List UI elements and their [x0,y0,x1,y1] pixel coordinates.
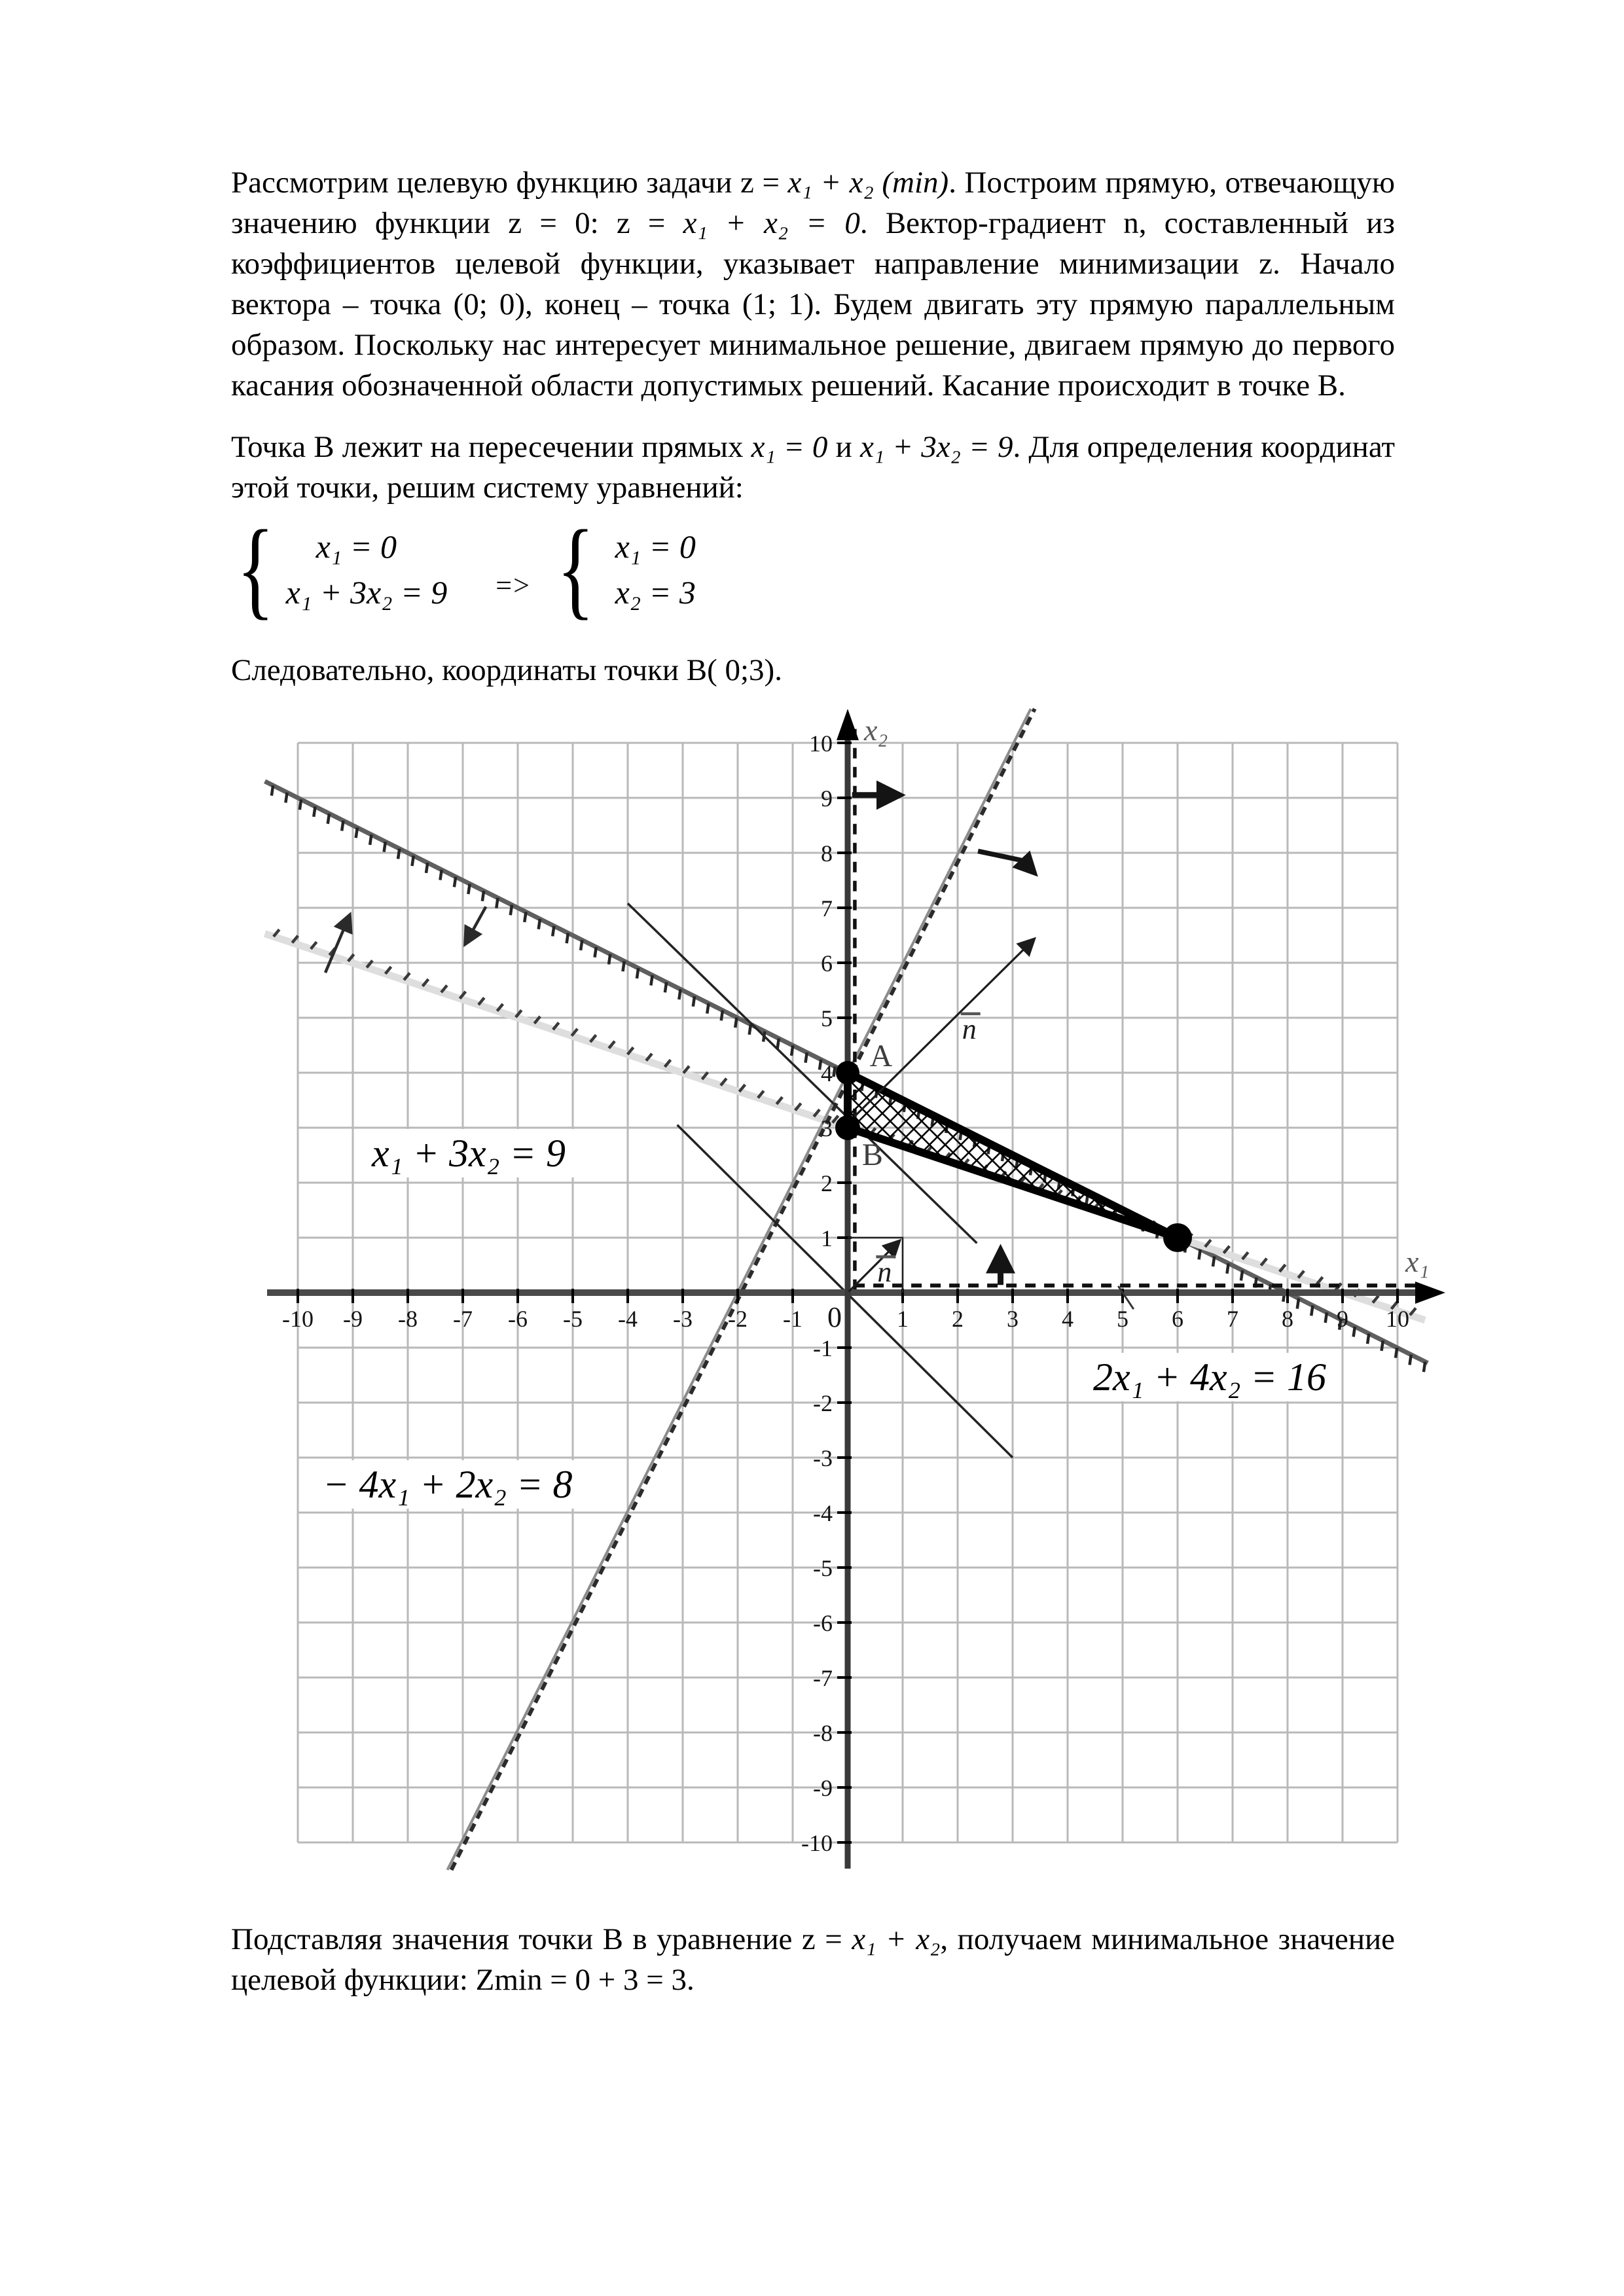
svg-text:-4: -4 [618,1306,638,1332]
svg-text:3: 3 [821,1115,833,1141]
svg-text:x₂: x₂ [864,713,888,747]
paragraph-point-b: Точка B лежит на пересечении прямых x₁ = 0 и x₁ + 3x₂ = 9. Для определения координат этой точки, решим систему уравнений: [231,430,1395,505]
svg-text:7: 7 [1227,1306,1238,1332]
svg-text:-7: -7 [813,1665,833,1691]
svg-text:5: 5 [821,1005,833,1031]
svg-text:8: 8 [821,840,833,867]
svg-text:10: 10 [1386,1306,1409,1332]
svg-text:x₁: x₁ [1405,1245,1430,1278]
svg-text:-8: -8 [398,1306,418,1332]
system-solution [606,524,696,615]
svg-text:10: 10 [809,730,833,757]
svg-text:4: 4 [1062,1306,1074,1332]
svg-text:1: 1 [897,1306,909,1332]
paragraph-objective-function: Рассмотрим целевую функцию задачи z = x₁ + x₂ (min). Построим прямую, отвечающую значению функции z = 0: z = x₁ + x₂ = 0. Вектор-градиент n, составленный из коэффициентов целевой функции, указывает направление минимизации z. Начало вектора – точка (0; 0), конец – точка (1; 1). Будем двигать эту прямую параллельным образом. Поскольку нас интересует минимальное решение, двигаем прямую до первого касания обозначенной области допустимых решений. Касание происходит в точке B. [231,166,1396,403]
line-label-x1-3x2-9: x₁ + 3x₂ = 9 [360,1129,577,1177]
svg-text:-5: -5 [813,1555,833,1581]
right-brace: { [556,507,595,630]
lp-graph-canvas [262,697,1447,1882]
svg-text:-1: -1 [813,1335,833,1361]
implies-arrow: => [496,569,531,601]
svg-text:6: 6 [1172,1306,1183,1332]
svg-text:-3: -3 [673,1306,693,1332]
lp-graph [262,697,1447,1882]
svg-text:0: 0 [827,1301,842,1333]
equation-line: x₁ = 0 [316,528,397,565]
svg-text:4: 4 [821,1060,833,1086]
svg-text:2: 2 [821,1170,833,1196]
svg-text:-10: -10 [801,1830,833,1856]
svg-text:-6: -6 [813,1610,833,1636]
svg-text:A: A [869,1038,893,1073]
paragraph-zmin: Подставляя значения точки B в уравнение z = x₁ + x₂, получаем минимальное значение целевой функции: Zmin = 0 + 3 = 3. [231,1922,1396,1997]
svg-text:9: 9 [821,785,833,812]
svg-text:3: 3 [1007,1306,1019,1332]
system-of-equations [229,507,696,630]
svg-text:9: 9 [1337,1306,1348,1332]
svg-text:-2: -2 [813,1390,833,1416]
svg-text:8: 8 [1282,1306,1293,1332]
svg-text:-9: -9 [343,1306,363,1332]
svg-text:-1: -1 [783,1306,803,1332]
svg-text:-2: -2 [728,1306,748,1332]
svg-text:7: 7 [821,895,833,922]
left-brace: { [236,507,275,630]
svg-text:5: 5 [1117,1306,1128,1332]
svg-text:n: n [962,1013,977,1045]
svg-text:n: n [877,1256,892,1289]
line-label-minus4x1-2x2-8: − 4x₁ + 2x₂ = 8 [311,1460,584,1509]
equation-line: x₂ = 3 [615,573,696,611]
svg-text:-4: -4 [813,1500,833,1526]
svg-text:-10: -10 [282,1306,314,1332]
svg-text:-3: -3 [813,1445,833,1471]
svg-text:-7: -7 [453,1306,473,1332]
svg-text:1: 1 [821,1225,833,1251]
svg-text:2: 2 [952,1306,964,1332]
svg-text:B: B [861,1138,883,1173]
line-label-2x1-4x2-16: 2x₁ + 4x₂ = 16 [1081,1353,1338,1401]
equation-line: x₁ = 0 [615,528,696,565]
svg-text:-5: -5 [563,1306,583,1332]
equation-line: x₁ + 3x₂ = 9 [285,573,448,611]
svg-text:-6: -6 [508,1306,528,1332]
svg-text:6: 6 [821,950,833,977]
conclusion-point-b: Следовательно, координаты точки B( 0;3). [231,653,782,687]
svg-text:-8: -8 [813,1720,833,1746]
system-initial [286,524,448,615]
svg-text:-9: -9 [813,1775,833,1801]
